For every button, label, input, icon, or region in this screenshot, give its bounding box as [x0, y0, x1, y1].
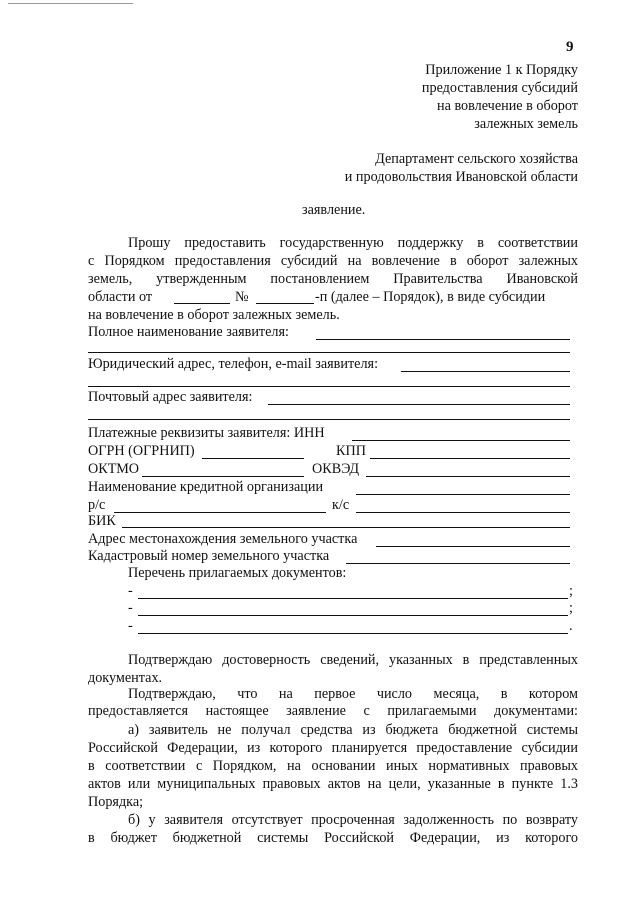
document-end-1: ; [569, 583, 573, 599]
document-title: заявление. [302, 202, 366, 218]
bik-field[interactable] [122, 527, 570, 528]
confirm-p2-line-2: предоставляется настоящее заявление с прилагаемыми документами: [88, 703, 578, 719]
clause-a-line-4: актов или муниципальных правовых актов на цели, указанные в пункте 1.3 [88, 776, 578, 792]
land-address-label: Адрес местонахождения земельного участка [88, 531, 358, 547]
clause-a-line-1: а) заявитель не получал средства из бюджета бюджетной системы [128, 722, 578, 738]
recipient-line-1: Департамент сельского хозяйства [375, 151, 578, 167]
intro-line-5: на вовлечение в оборот залежных земель. [88, 307, 340, 323]
intro-line-2: с Порядком предоставления субсидий на вовлечение в оборот залежных [88, 253, 578, 269]
payment-details-label: Платежные реквизиты заявителя: ИНН [88, 425, 325, 441]
ogrn-field[interactable] [202, 458, 304, 459]
clause-b-line-1: б) у заявителя отсутствует просроченная задолженность по возврату [128, 812, 578, 828]
credit-org-label: Наименование кредитной организации [88, 479, 324, 495]
postal-address-label: Почтовый адрес заявителя: [88, 389, 253, 405]
clause-a-line-2: Российской Федерации, из которого планируется предоставление субсидии [88, 740, 578, 756]
documents-heading: Перечень прилагаемых документов: [128, 565, 347, 581]
confirm-p2-line-1: Подтверждаю, что на первое число месяца, в котором [128, 686, 578, 702]
legal-address-field-2[interactable] [88, 386, 570, 387]
scan-artifact-line [8, 3, 133, 4]
document-end-2: ; [569, 600, 573, 616]
bik-label: БИК [88, 513, 116, 529]
land-address-field[interactable] [376, 546, 570, 547]
intro-line-1: Прошу предоставить государственную поддержку в соответствии [128, 235, 578, 251]
page-number: 9 [566, 39, 574, 55]
full-name-label: Полное наименование заявителя: [88, 324, 289, 340]
clause-b-line-2: в бюджет бюджетной системы Российской Федерации, из которого [88, 830, 578, 846]
postal-address-field-2[interactable] [88, 419, 570, 420]
document-field-1[interactable] [138, 598, 568, 599]
number-sign: № [235, 289, 249, 305]
credit-org-field[interactable] [356, 494, 570, 495]
kpp-field[interactable] [370, 458, 570, 459]
rs-label: р/с [88, 497, 106, 513]
intro-suffix: -п (далее – Порядок), в виде субсидии [315, 289, 546, 305]
document-dash-1: - [128, 583, 133, 599]
okved-label: ОКВЭД [312, 461, 360, 477]
appendix-line-2: предоставления субсидий [421, 80, 578, 96]
legal-address-label: Юридический адрес, телефон, e-mail заявителя: [88, 356, 379, 372]
full-name-field-2[interactable] [88, 352, 570, 353]
cadastral-label: Кадастровый номер земельного участка [88, 548, 330, 564]
inn-field[interactable] [352, 440, 570, 441]
intro-line-4 [88, 289, 578, 306]
recipient-line-2: и продовольствия Ивановской области [344, 169, 578, 185]
clause-a-line-3: в соответствии с Порядком, на основании иных нормативных правовых [88, 758, 578, 774]
kpp-label: КПП [336, 443, 366, 459]
full-name-field[interactable] [316, 339, 570, 340]
intro-line-3: земель, утвержденным постановлением Правительства Ивановской [88, 271, 578, 287]
document-end-3: . [569, 618, 573, 634]
postal-address-field[interactable] [268, 404, 570, 405]
okved-field[interactable] [366, 476, 570, 477]
cadastral-field[interactable] [346, 563, 570, 564]
oktmo-field[interactable] [142, 476, 304, 477]
document-field-3[interactable] [138, 633, 568, 634]
date-blank[interactable] [174, 303, 230, 304]
intro-area-label: области от [88, 289, 153, 305]
resolution-number-blank[interactable] [256, 303, 314, 304]
document-dash-2: - [128, 600, 133, 616]
ogrn-label: ОГРН (ОГРНИП) [88, 443, 195, 459]
oktmo-label: ОКТМО [88, 461, 140, 477]
ks-label: к/с [332, 497, 350, 513]
document-dash-3: - [128, 618, 133, 634]
clause-a-line-5: Порядка; [88, 794, 144, 810]
legal-address-field[interactable] [401, 371, 570, 372]
appendix-line-4: залежных земель [474, 116, 578, 132]
appendix-line-3: на вовлечение в оборот [437, 98, 578, 114]
document-field-2[interactable] [138, 615, 568, 616]
appendix-line-1: Приложение 1 к Порядку [425, 62, 578, 78]
confirm-p1-line-1: Подтверждаю достоверность сведений, указанных в представленных [128, 652, 578, 668]
confirm-p1-line-2: документах. [88, 670, 163, 686]
